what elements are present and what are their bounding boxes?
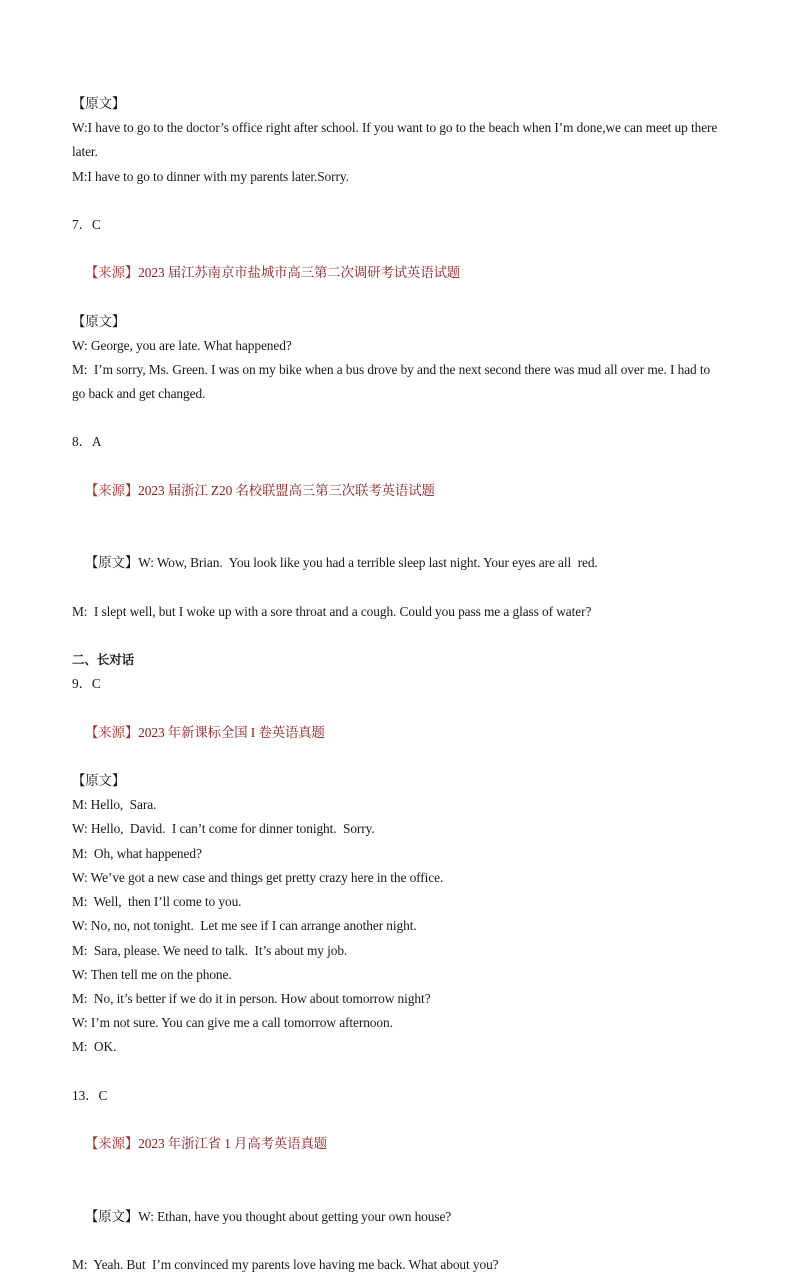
answer-label: 13．C xyxy=(72,1087,108,1103)
dialogue-line: W: No, no, not tonight. Let me see if I can arrange another night. xyxy=(72,918,417,934)
dialogue-line: M: Sara, please. We need to talk. It’s about my job. xyxy=(72,942,348,958)
dialogue-line: W: Then tell me on the phone. xyxy=(72,966,232,982)
dialogue-line: M: I’m sorry, Ms. Green. I was on my bike when a bus drove by and the next second there was mud all over me. I had to go back and get changed. xyxy=(72,362,714,402)
source-label: 【来源】 xyxy=(85,482,139,498)
answer-label: 8．A xyxy=(72,434,102,450)
dialogue-line: W:I have to go to the doctor’s office right after school. If you want to go to the beach when I’m done,we can meet up there later. xyxy=(72,120,721,160)
answer-label: 7．C xyxy=(72,216,101,232)
source-text: 2023 年新课标全国 I 卷英语真题 xyxy=(138,724,325,740)
answer-label: 9．C xyxy=(72,676,101,692)
original-label: 【原文】 xyxy=(72,313,126,329)
source-line xyxy=(72,237,722,310)
dialogue-line: M: No, it’s better if we do it in person. How about tomorrow night? xyxy=(72,990,431,1006)
original-line xyxy=(72,1180,722,1253)
dialogue-text: W: Wow, Brian. You look like you had a terrible sleep last night. Your eyes are all red. xyxy=(138,555,598,571)
original-label: 【原文】 xyxy=(85,555,139,571)
dialogue-line: W: Hello, David. I can’t come for dinner tonight. Sorry. xyxy=(72,821,375,837)
dialogue-line: M: Hello, Sara. xyxy=(72,797,157,813)
source-text: 2023 届浙江 Z20 名校联盟高三第三次联考英语试题 xyxy=(138,482,435,498)
dialogue-line: M:I have to go to dinner with my parents later.Sorry. xyxy=(72,168,349,184)
dialogue-line: W: I’m not sure. You can give me a call tomorrow afternoon. xyxy=(72,1015,393,1031)
original-label: 【原文】 xyxy=(85,1208,139,1224)
original-label: 【原文】 xyxy=(72,773,126,789)
dialogue-line: W: We’ve got a new case and things get pretty crazy here in the office. xyxy=(72,869,444,885)
source-text: 2023 年浙江省 1 月高考英语真题 xyxy=(138,1135,328,1151)
section-heading: 二、长对话 xyxy=(72,652,135,668)
source-line xyxy=(72,696,722,769)
document-page xyxy=(72,92,722,1277)
original-line xyxy=(72,527,722,600)
dialogue-line: W: George, you are late. What happened? xyxy=(72,337,292,353)
dialogue-line: M: Oh, what happened? xyxy=(72,845,202,861)
source-line xyxy=(72,1108,722,1181)
dialogue-line: M: I slept well, but I woke up with a sore throat and a cough. Could you pass me a glass of water? xyxy=(72,603,592,619)
dialogue-text: W: Ethan, have you thought about getting your own house? xyxy=(138,1208,452,1224)
dialogue-line: M: Well, then I’ll come to you. xyxy=(72,894,242,910)
source-label: 【来源】 xyxy=(85,265,139,281)
original-label: 【原文】 xyxy=(72,96,126,111)
dialogue-line: M: Yeah. But I’m convinced my parents love having me back. What about you? xyxy=(72,1256,499,1272)
source-text: 2023 届江苏南京市盐城市高三第二次调研考试英语试题 xyxy=(138,265,461,281)
source-label: 【来源】 xyxy=(85,724,139,740)
dialogue-line: M: OK. xyxy=(72,1039,117,1055)
source-line xyxy=(72,455,722,528)
source-label: 【来源】 xyxy=(85,1135,139,1151)
